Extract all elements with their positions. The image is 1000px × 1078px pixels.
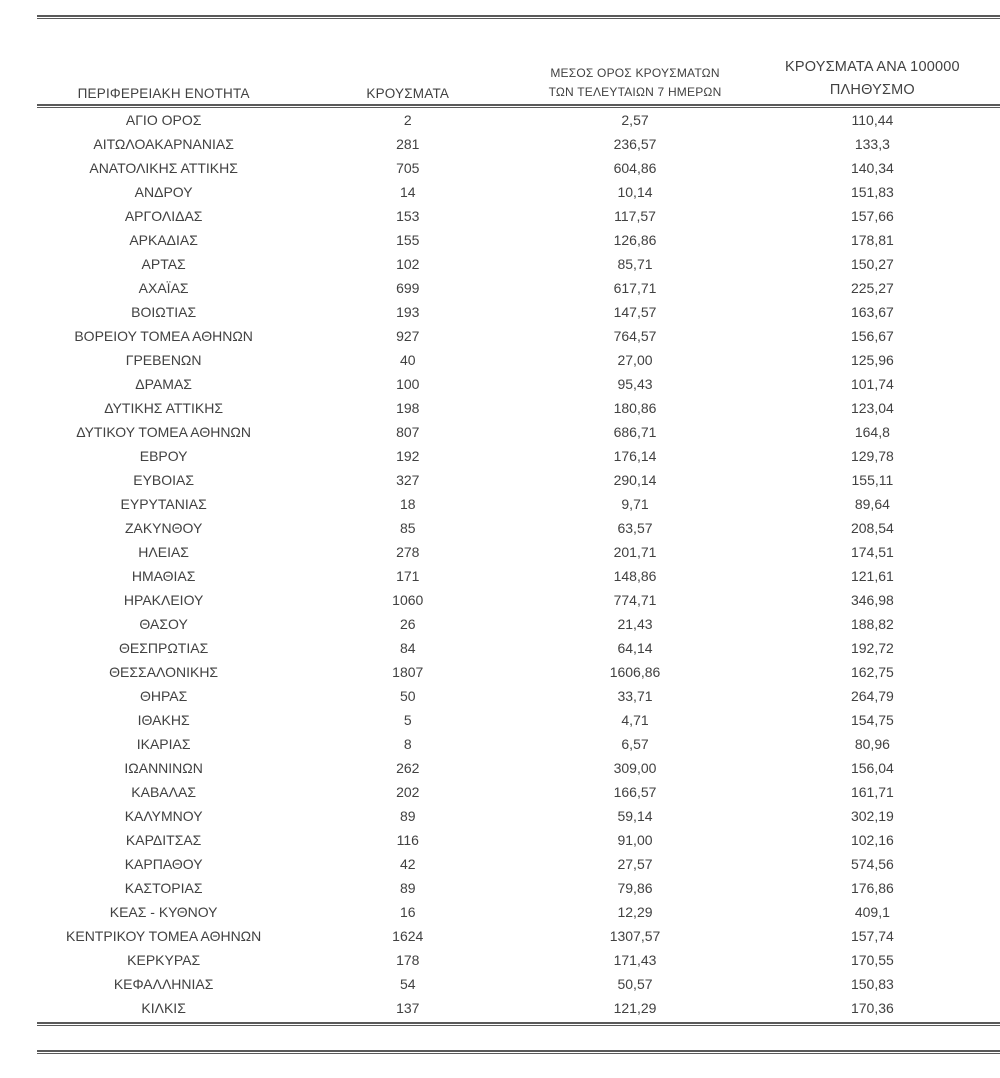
region-cell: ΗΜΑΘΙΑΣ — [131, 568, 196, 584]
cases-cell: 281 — [396, 136, 420, 152]
per100k-cell: 156,04 — [850, 760, 894, 776]
table-row — [37, 228, 1000, 252]
per100k-cell: 170,36 — [850, 1000, 894, 1016]
region-cell: ΓΡΕΒΕΝΩΝ — [125, 352, 202, 368]
region-cell: ΚΑΣΤΟΡΙΑΣ — [124, 880, 203, 896]
avg7days-cell: 774,71 — [613, 592, 657, 608]
avg7days-cell: 148,86 — [613, 568, 657, 584]
region-cell: ΚΑΒΑΛΑΣ — [131, 784, 196, 800]
avg7days-cell: 117,57 — [614, 208, 656, 224]
per100k-cell: 150,27 — [850, 256, 894, 272]
avg7days-cell: 59,14 — [617, 808, 653, 824]
table-header — [37, 19, 1000, 104]
per100k-cell: 110,44 — [851, 112, 894, 128]
header-rule — [37, 104, 1000, 108]
table-row — [37, 108, 1000, 132]
table-row — [37, 660, 1000, 684]
avg7days-cell: 1606,86 — [609, 664, 661, 680]
cases-cell: 137 — [396, 1000, 420, 1016]
region-cell: ΑΓΙΟ ΟΡΟΣ — [125, 112, 202, 128]
region-cell: ΒΟΙΩΤΙΑΣ — [131, 304, 197, 320]
cases-cell: 8 — [403, 736, 412, 752]
region-cell: ΘΗΡΑΣ — [139, 688, 188, 704]
region-cell: ΘΑΣΟΥ — [139, 616, 188, 632]
region-cell: ΚΑΡΔΙΤΣΑΣ — [125, 832, 202, 848]
header-label-line2: ΤΩΝ ΤΕΛΕΥΤΑΙΩΝ 7 ΗΜΕΡΩΝ — [548, 85, 722, 99]
avg7days-cell: 33,71 — [617, 688, 653, 704]
cases-cell: 153 — [396, 208, 420, 224]
table-row — [37, 876, 1000, 900]
table-row — [37, 684, 1000, 708]
table-row — [37, 756, 1000, 780]
region-cell: ΔΥΤΙΚΗΣ ΑΤΤΙΚΗΣ — [104, 400, 223, 416]
table-row — [37, 540, 1000, 564]
region-cell: ΚΕΝΤΡΙΚΟΥ ΤΟΜΕΑ ΑΘΗΝΩΝ — [66, 928, 262, 944]
avg7days-cell: 1307,57 — [609, 928, 661, 944]
table-body — [37, 108, 1000, 1020]
table-row — [37, 588, 1000, 612]
table-row — [37, 564, 1000, 588]
table-row — [37, 444, 1000, 468]
table-row — [37, 204, 1000, 228]
region-cell: ΕΥΒΟΙΑΣ — [133, 472, 195, 488]
cases-cell: 18 — [399, 496, 416, 512]
per100k-cell: 157,74 — [850, 928, 894, 944]
header-label-line1: ΜΕΣΟΣ ΟΡΟΣ ΚΡΟΥΣΜΑΤΩΝ — [550, 66, 720, 80]
table-row — [37, 948, 1000, 972]
region-cell: ΚΕΦΑΛΛΗΝΙΑΣ — [113, 976, 214, 992]
avg7days-cell: 309,00 — [613, 760, 657, 776]
per100k-cell: 176,86 — [850, 880, 894, 896]
avg7days-cell: 176,14 — [613, 448, 657, 464]
avg7days-cell: 4,71 — [621, 712, 649, 728]
header-cell-cases — [290, 85, 525, 102]
cases-cell: 14 — [399, 184, 416, 200]
per100k-cell: 129,78 — [850, 448, 894, 464]
per100k-cell: 155,11 — [851, 472, 894, 488]
per100k-cell: 162,75 — [850, 664, 894, 680]
region-cell: ΚΙΛΚΙΣ — [141, 1000, 186, 1016]
cases-cell: 262 — [396, 760, 420, 776]
region-cell: ΘΕΣΣΑΛΟΝΙΚΗΣ — [109, 664, 219, 680]
region-cell: ΚΕΑΣ - ΚΥΘΝΟΥ — [109, 904, 218, 920]
avg7days-cell: 21,43 — [617, 616, 653, 632]
cases-cell: 327 — [396, 472, 420, 488]
cases-cell: 40 — [399, 352, 416, 368]
table-row — [37, 132, 1000, 156]
table-row — [37, 804, 1000, 828]
per100k-cell: 123,04 — [850, 400, 894, 416]
table-row — [37, 612, 1000, 636]
cases-cell: 927 — [396, 328, 420, 344]
table-row — [37, 180, 1000, 204]
table-row — [37, 420, 1000, 444]
table-row — [37, 372, 1000, 396]
avg7days-cell: 12,29 — [617, 904, 653, 920]
table-row — [37, 900, 1000, 924]
region-cell: ΒΟΡΕΙΟΥ ΤΟΜΕΑ ΑΘΗΝΩΝ — [74, 328, 253, 344]
cases-cell: 102 — [396, 256, 420, 272]
region-cell: ΖΑΚΥΝΘΟΥ — [124, 520, 203, 536]
region-cell: ΙΩΑΝΝΙΝΩΝ — [124, 760, 203, 776]
per100k-cell: 121,61 — [850, 568, 894, 584]
per100k-cell: 574,56 — [850, 856, 894, 872]
cases-cell: 54 — [399, 976, 416, 992]
cases-cell: 807 — [396, 424, 420, 440]
avg7days-cell: 9,71 — [621, 496, 649, 512]
per100k-cell: 264,79 — [850, 688, 894, 704]
avg7days-cell: 764,57 — [613, 328, 657, 344]
per100k-cell: 151,83 — [850, 184, 894, 200]
per100k-cell: 133,3 — [854, 136, 890, 152]
region-cell: ΑΡΚΑΔΙΑΣ — [129, 232, 198, 248]
table-row — [37, 348, 1000, 372]
region-cell: ΑΧΑΪΑΣ — [138, 280, 189, 296]
cases-cell: 2 — [403, 112, 412, 128]
region-cell: ΗΛΕΙΑΣ — [138, 544, 189, 560]
table-row — [37, 780, 1000, 804]
per100k-cell: 178,81 — [850, 232, 894, 248]
footer-rule — [37, 1050, 1000, 1054]
region-cell: ΑΝΑΤΟΛΙΚΗΣ ΑΤΤΙΚΗΣ — [89, 160, 238, 176]
per100k-cell: 302,19 — [850, 808, 894, 824]
table-row — [37, 300, 1000, 324]
cases-cell: 16 — [399, 904, 416, 920]
region-cell: ΚΑΛΥΜΝΟΥ — [124, 808, 203, 824]
region-cell: ΑΝΔΡΟΥ — [134, 184, 193, 200]
avg7days-cell: 91,00 — [617, 832, 653, 848]
per100k-cell: 125,96 — [850, 352, 894, 368]
avg7days-cell: 27,57 — [617, 856, 653, 872]
top-rule — [37, 15, 1000, 19]
region-cell: ΚΑΡΠΑΘΟΥ — [124, 856, 203, 872]
table-row — [37, 468, 1000, 492]
table-row — [37, 156, 1000, 180]
per100k-cell: 164,8 — [854, 424, 890, 440]
cases-cell: 192 — [396, 448, 420, 464]
header-label: ΠΕΡΙΦΕΡΕΙΑΚΗ ΕΝΟΤΗΤΑ — [77, 86, 250, 101]
header-label-line2: ΠΛΗΘΥΣΜΟ — [829, 82, 915, 98]
cases-cell: 1060 — [392, 592, 424, 608]
header-label: ΚΡΟΥΣΜΑΤΑ — [366, 86, 450, 101]
per100k-cell: 346,98 — [850, 592, 894, 608]
avg7days-cell: 201,71 — [613, 544, 657, 560]
avg7days-cell: 236,57 — [613, 136, 657, 152]
cases-cell: 193 — [396, 304, 420, 320]
cases-cell: 85 — [399, 520, 416, 536]
table-row — [37, 276, 1000, 300]
per100k-cell: 140,34 — [850, 160, 894, 176]
avg7days-cell: 27,00 — [617, 352, 653, 368]
per100k-cell: 208,54 — [850, 520, 894, 536]
region-cell: ΕΒΡΟΥ — [139, 448, 188, 464]
table-row — [37, 828, 1000, 852]
cases-cell: 116 — [396, 832, 419, 848]
region-cell: ΔΡΑΜΑΣ — [135, 376, 192, 392]
avg7days-cell: 95,43 — [617, 376, 653, 392]
avg7days-cell: 147,57 — [613, 304, 657, 320]
per100k-cell: 161,71 — [850, 784, 894, 800]
avg7days-cell: 604,86 — [613, 160, 657, 176]
table-row — [37, 996, 1000, 1020]
avg7days-cell: 6,57 — [621, 736, 649, 752]
avg7days-cell: 50,57 — [617, 976, 653, 992]
cases-cell: 705 — [396, 160, 420, 176]
cases-cell: 89 — [399, 808, 416, 824]
per100k-cell: 225,27 — [850, 280, 894, 296]
avg7days-cell: 290,14 — [613, 472, 657, 488]
cases-cell: 198 — [396, 400, 420, 416]
table-row — [37, 396, 1000, 420]
header-cell-per100k — [745, 56, 1000, 102]
region-cell: ΙΘΑΚΗΣ — [137, 712, 190, 728]
avg7days-cell: 166,57 — [613, 784, 657, 800]
header-cell-region — [37, 85, 290, 102]
cases-cell: 42 — [399, 856, 416, 872]
cases-cell: 155 — [396, 232, 420, 248]
bottom-rule — [37, 1022, 1000, 1026]
region-cell: ΙΚΑΡΙΑΣ — [136, 736, 191, 752]
region-cell: ΑΡΤΑΣ — [141, 256, 186, 272]
avg7days-cell: 180,86 — [613, 400, 657, 416]
table-row — [37, 252, 1000, 276]
per100k-cell: 163,67 — [850, 304, 894, 320]
cases-cell: 89 — [399, 880, 416, 896]
avg7days-cell: 2,57 — [621, 112, 649, 128]
cases-cell: 1807 — [392, 664, 424, 680]
table-row — [37, 636, 1000, 660]
cases-cell: 178 — [396, 952, 420, 968]
avg7days-cell: 64,14 — [617, 640, 653, 656]
table-row — [37, 516, 1000, 540]
cases-cell: 171 — [396, 568, 420, 584]
region-cell: ΑΡΓΟΛΙΔΑΣ — [124, 208, 203, 224]
table-row — [37, 852, 1000, 876]
per100k-cell: 170,55 — [850, 952, 894, 968]
region-cell: ΑΙΤΩΛΟΑΚΑΡΝΑΝΙΑΣ — [93, 136, 234, 152]
per100k-cell: 409,1 — [854, 904, 890, 920]
per100k-cell: 102,16 — [850, 832, 894, 848]
avg7days-cell: 126,86 — [613, 232, 657, 248]
cases-cell: 5 — [403, 712, 412, 728]
per100k-cell: 150,83 — [850, 976, 894, 992]
per100k-cell: 156,67 — [850, 328, 894, 344]
region-cell: ΗΡΑΚΛΕΙΟΥ — [123, 592, 204, 608]
header-label-line1: ΚΡΟΥΣΜΑΤΑ ΑΝΑ 100000 — [785, 59, 960, 75]
region-cell: ΕΥΡΥΤΑΝΙΑΣ — [120, 496, 207, 512]
cases-cell: 699 — [396, 280, 420, 296]
table-row — [37, 924, 1000, 948]
per100k-cell: 154,75 — [850, 712, 894, 728]
per100k-cell: 101,74 — [850, 376, 894, 392]
avg7days-cell: 617,71 — [613, 280, 657, 296]
avg7days-cell: 85,71 — [617, 256, 653, 272]
per100k-cell: 174,51 — [850, 544, 894, 560]
cases-cell: 84 — [399, 640, 416, 656]
region-cell: ΘΕΣΠΡΩΤΙΑΣ — [119, 640, 209, 656]
table-row — [37, 708, 1000, 732]
avg7days-cell: 79,86 — [617, 880, 653, 896]
cases-cell: 26 — [399, 616, 416, 632]
table-row — [37, 732, 1000, 756]
cases-cell: 278 — [396, 544, 420, 560]
avg7days-cell: 171,43 — [613, 952, 657, 968]
per100k-cell: 89,64 — [854, 496, 890, 512]
region-cell: ΚΕΡΚΥΡΑΣ — [127, 952, 201, 968]
per100k-cell: 188,82 — [850, 616, 894, 632]
cases-cell: 50 — [399, 688, 416, 704]
cases-cell: 100 — [396, 376, 420, 392]
avg7days-cell: 10,14 — [617, 184, 653, 200]
avg7days-cell: 686,71 — [613, 424, 657, 440]
cases-cell: 1624 — [392, 928, 424, 944]
per100k-cell: 157,66 — [850, 208, 894, 224]
table-row — [37, 324, 1000, 348]
regional-cases-table — [37, 15, 1000, 1054]
per100k-cell: 80,96 — [854, 736, 890, 752]
cases-cell: 202 — [396, 784, 420, 800]
region-cell: ΔΥΤΙΚΟΥ ΤΟΜΕΑ ΑΘΗΝΩΝ — [76, 424, 252, 440]
per100k-cell: 192,72 — [850, 640, 894, 656]
avg7days-cell: 121,29 — [613, 1000, 657, 1016]
header-cell-avg7days — [525, 64, 745, 102]
table-row — [37, 972, 1000, 996]
avg7days-cell: 63,57 — [617, 520, 653, 536]
table-row — [37, 492, 1000, 516]
